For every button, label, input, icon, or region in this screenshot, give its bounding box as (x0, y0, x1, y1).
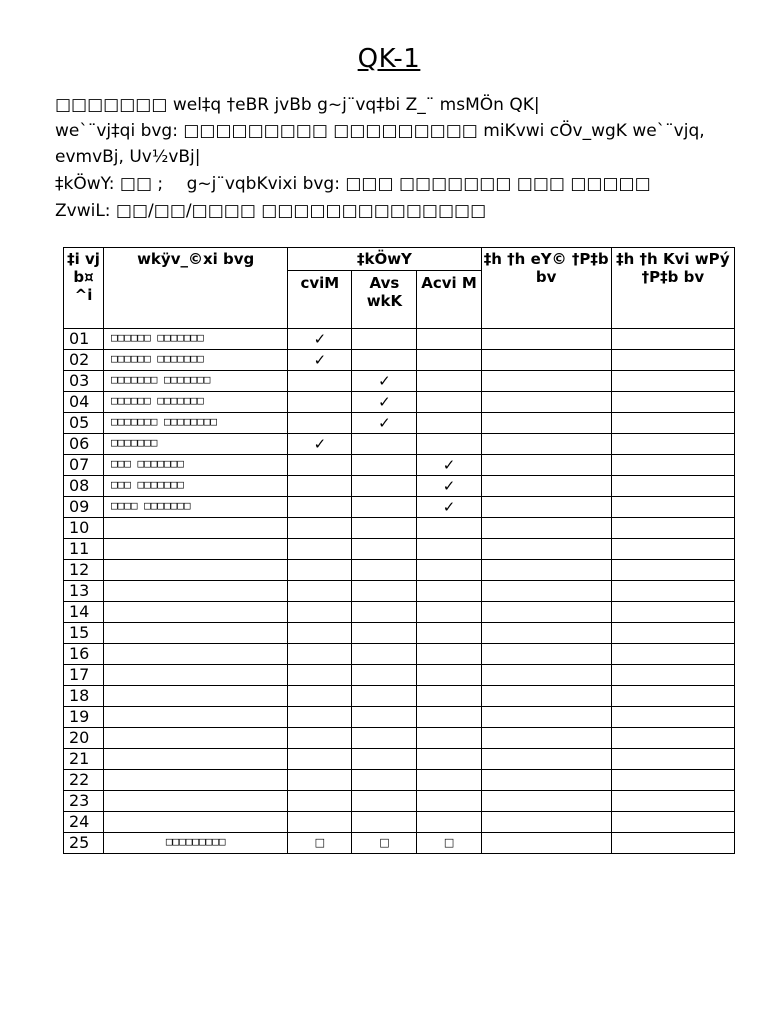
table-row (64, 560, 735, 581)
grade-3-cell: ✓ (417, 455, 481, 476)
col-6-cell (481, 350, 611, 371)
table-row (64, 518, 735, 539)
grade-3-cell (417, 665, 481, 686)
col-7-cell (611, 791, 734, 812)
student-name-cell (104, 749, 288, 770)
student-name-cell: □□□□□□□ □□□□□□□□ (104, 413, 288, 434)
grade-1-cell (288, 791, 352, 812)
grade-2-cell (352, 728, 417, 749)
grade-1-cell (288, 812, 352, 833)
grade-2-cell: ✓ (352, 392, 417, 413)
student-name-cell: □□□□□□ □□□□□□□ (104, 329, 288, 350)
grade-2-cell: □ (352, 833, 417, 854)
student-name-cell (104, 602, 288, 623)
col-6-cell (481, 833, 611, 854)
col-6-cell (481, 392, 611, 413)
header-student-name: wkÿv_©xi bvg (104, 248, 288, 329)
student-name-cell (104, 791, 288, 812)
grade-1-cell (288, 518, 352, 539)
table-row (64, 434, 735, 455)
student-name-cell (104, 686, 288, 707)
grade-3-cell (417, 329, 481, 350)
serial-cell: 07 (64, 455, 104, 476)
serial-cell: 06 (64, 434, 104, 455)
col-6-cell (481, 497, 611, 518)
student-name-cell (104, 770, 288, 791)
table-row (64, 791, 735, 812)
col-7-cell (611, 770, 734, 791)
grade-3-cell (417, 770, 481, 791)
grade-3-cell: □ (417, 833, 481, 854)
student-name-cell: □□□□□□ □□□□□□□ (104, 350, 288, 371)
col-7-cell (611, 707, 734, 728)
col-6-cell (481, 791, 611, 812)
table-row (64, 413, 735, 434)
serial-cell: 10 (64, 518, 104, 539)
header-line-school-name: we`¨vj‡qi bvg: □□□□□□□□□ □□□□□□□□□ miKvwi cÖv_wgK we`¨vjq, (55, 121, 705, 141)
serial-cell: 12 (64, 560, 104, 581)
col-6-cell (481, 560, 611, 581)
table-row (64, 392, 735, 413)
header-line-date: ZvwiL: □□/□□/□□□□ □□□□□□□□□□□□□□ (55, 201, 487, 221)
grade-1-cell (288, 770, 352, 791)
student-name-cell (104, 707, 288, 728)
grade-3-cell (417, 539, 481, 560)
col-6-cell (481, 812, 611, 833)
col-7-cell (611, 350, 734, 371)
grade-2-cell: ✓ (352, 413, 417, 434)
student-name-cell (104, 560, 288, 581)
col-6-cell (481, 371, 611, 392)
grade-1-cell (288, 455, 352, 476)
grade-1-cell (288, 665, 352, 686)
table-row (64, 665, 735, 686)
grade-1-cell: ✓ (288, 329, 352, 350)
table-row (64, 644, 735, 665)
grade-2-cell (352, 329, 417, 350)
grade-2-cell (352, 518, 417, 539)
serial-cell: 08 (64, 476, 104, 497)
header-line-class-evaluator (55, 172, 651, 196)
serial-cell: 22 (64, 770, 104, 791)
col-6-cell (481, 728, 611, 749)
table-row (64, 476, 735, 497)
col-6-cell (481, 539, 611, 560)
grade-1-cell (288, 539, 352, 560)
col-7-cell (611, 665, 734, 686)
col-7-cell (611, 623, 734, 644)
serial-cell: 25 (64, 833, 104, 854)
class-label: ‡kÖwY: □□ ; (55, 174, 164, 194)
col-7-cell (611, 581, 734, 602)
col-7-cell (611, 329, 734, 350)
col-7-cell (611, 497, 734, 518)
grade-3-cell (417, 581, 481, 602)
grade-2-cell (352, 707, 417, 728)
grade-1-cell (288, 497, 352, 518)
grade-2-cell (352, 560, 417, 581)
col-6-cell (481, 665, 611, 686)
col-6-cell (481, 518, 611, 539)
grade-2-cell (352, 602, 417, 623)
grade-3-cell (417, 560, 481, 581)
table-row (64, 371, 735, 392)
col-6-cell (481, 329, 611, 350)
assessment-table (63, 247, 735, 854)
grade-2-cell (352, 434, 417, 455)
table-row (64, 707, 735, 728)
col-7-cell (611, 728, 734, 749)
student-name-cell: □□□□□□□ □□□□□□□ (104, 371, 288, 392)
student-name-cell (104, 644, 288, 665)
table-row (64, 539, 735, 560)
grade-3-cell (417, 707, 481, 728)
header-grade-group: ‡kÖwY (288, 248, 481, 271)
table-row (64, 728, 735, 749)
serial-cell: 19 (64, 707, 104, 728)
grade-1-cell (288, 413, 352, 434)
col-6-cell (481, 644, 611, 665)
serial-cell: 13 (64, 581, 104, 602)
col-6-cell (481, 770, 611, 791)
grade-1-cell (288, 392, 352, 413)
grade-3-cell (417, 413, 481, 434)
grade-1-cell: ✓ (288, 434, 352, 455)
grade-3-cell: ✓ (417, 476, 481, 497)
grade-2-cell (352, 350, 417, 371)
serial-cell: 23 (64, 791, 104, 812)
col-6-cell (481, 455, 611, 476)
col-6-cell (481, 707, 611, 728)
grade-2-cell (352, 497, 417, 518)
grade-2-cell (352, 686, 417, 707)
col-7-cell (611, 455, 734, 476)
grade-3-cell (417, 623, 481, 644)
grade-3-cell (417, 518, 481, 539)
grade-2-cell (352, 455, 417, 476)
table-row (64, 455, 735, 476)
header-serial: ‡i vj b¤ ^i (64, 248, 104, 329)
header-grade-3: Acvi M (417, 270, 481, 328)
header-grade-2: Avs wkK (352, 270, 417, 328)
grade-3-cell (417, 350, 481, 371)
col-7-cell (611, 434, 734, 455)
student-name-cell: □□□□□□□ (104, 434, 288, 455)
col-7-cell (611, 392, 734, 413)
grade-1-cell (288, 371, 352, 392)
col-7-cell (611, 602, 734, 623)
col-7-cell (611, 476, 734, 497)
col-7-cell (611, 833, 734, 854)
col-7-cell (611, 413, 734, 434)
serial-cell: 11 (64, 539, 104, 560)
serial-cell: 16 (64, 644, 104, 665)
grade-3-cell (417, 602, 481, 623)
grade-2-cell (352, 812, 417, 833)
student-name-cell: □□□ □□□□□□□ (104, 455, 288, 476)
col-7-cell (611, 749, 734, 770)
grade-2-cell (352, 791, 417, 812)
col-7-cell (611, 812, 734, 833)
student-name-cell (104, 728, 288, 749)
grade-1-cell (288, 623, 352, 644)
col-6-cell (481, 581, 611, 602)
student-name-cell: □□□ □□□□□□□ (104, 476, 288, 497)
col-6-cell (481, 434, 611, 455)
serial-cell: 05 (64, 413, 104, 434)
serial-cell: 17 (64, 665, 104, 686)
serial-cell: 14 (64, 602, 104, 623)
serial-cell: 02 (64, 350, 104, 371)
col-6-cell (481, 623, 611, 644)
table-row (64, 329, 735, 350)
grade-2-cell (352, 749, 417, 770)
grade-1-cell: □ (288, 833, 352, 854)
student-name-cell (104, 665, 288, 686)
col-7-cell (611, 644, 734, 665)
col-7-cell (611, 518, 734, 539)
student-name-cell (104, 518, 288, 539)
serial-cell: 20 (64, 728, 104, 749)
col-6-cell (481, 686, 611, 707)
grade-1-cell (288, 707, 352, 728)
header-grade-1: cviM (288, 270, 352, 328)
table-row (64, 770, 735, 791)
table-row (64, 602, 735, 623)
grade-3-cell (417, 686, 481, 707)
header-col-6: ‡h †h eY© †P‡b bv (481, 248, 611, 329)
table-row (64, 812, 735, 833)
student-name-cell (104, 812, 288, 833)
table-row (64, 749, 735, 770)
table-row (64, 350, 735, 371)
serial-cell: 03 (64, 371, 104, 392)
table-row (64, 581, 735, 602)
student-name-cell: □□□□□□□□□ (104, 833, 288, 854)
table-row (64, 623, 735, 644)
grade-1-cell (288, 581, 352, 602)
grade-2-cell (352, 476, 417, 497)
table-row (64, 686, 735, 707)
grade-2-cell (352, 770, 417, 791)
grade-2-cell (352, 581, 417, 602)
student-name-cell: □□□□□□ □□□□□□□ (104, 392, 288, 413)
student-name-cell (104, 623, 288, 644)
serial-cell: 24 (64, 812, 104, 833)
col-6-cell (481, 413, 611, 434)
serial-cell: 15 (64, 623, 104, 644)
table-row (64, 833, 735, 854)
grade-1-cell (288, 749, 352, 770)
grade-3-cell (417, 812, 481, 833)
grade-2-cell (352, 623, 417, 644)
grade-3-cell (417, 392, 481, 413)
grade-1-cell (288, 728, 352, 749)
grade-3-cell (417, 434, 481, 455)
col-6-cell (481, 749, 611, 770)
grade-1-cell (288, 602, 352, 623)
grade-1-cell (288, 686, 352, 707)
grade-3-cell (417, 791, 481, 812)
header-col-7: ‡h †h Kvi wPý †P‡b bv (611, 248, 734, 329)
grade-3-cell: ✓ (417, 497, 481, 518)
grade-3-cell (417, 371, 481, 392)
col-7-cell (611, 371, 734, 392)
serial-cell: 01 (64, 329, 104, 350)
serial-cell: 21 (64, 749, 104, 770)
col-6-cell (481, 476, 611, 497)
grade-1-cell (288, 476, 352, 497)
grade-2-cell: ✓ (352, 371, 417, 392)
col-6-cell (481, 602, 611, 623)
col-7-cell (611, 686, 734, 707)
grade-2-cell (352, 644, 417, 665)
grade-3-cell (417, 749, 481, 770)
grade-3-cell (417, 644, 481, 665)
col-7-cell (611, 560, 734, 581)
serial-cell: 09 (64, 497, 104, 518)
table-row (64, 497, 735, 518)
evaluator-label: g~j¨vqbKvixi bvg: □□□ □□□□□□□ □□□ □□□□□ (186, 174, 651, 194)
grade-1-cell: ✓ (288, 350, 352, 371)
serial-cell: 18 (64, 686, 104, 707)
header-line-address: evmvBj, Uv½vBj| (55, 147, 201, 167)
grade-1-cell (288, 560, 352, 581)
header-line-school: □□□□□□□ wel‡q †eBR jvBb g~j¨vq‡bi Z_¨ msMÖn QK| (55, 95, 540, 115)
serial-cell: 04 (64, 392, 104, 413)
page-title: QK-1 (357, 44, 421, 74)
student-name-cell (104, 581, 288, 602)
grade-2-cell (352, 665, 417, 686)
grade-1-cell (288, 644, 352, 665)
col-7-cell (611, 539, 734, 560)
student-name-cell (104, 539, 288, 560)
grade-2-cell (352, 539, 417, 560)
grade-3-cell (417, 728, 481, 749)
student-name-cell: □□□□ □□□□□□□ (104, 497, 288, 518)
